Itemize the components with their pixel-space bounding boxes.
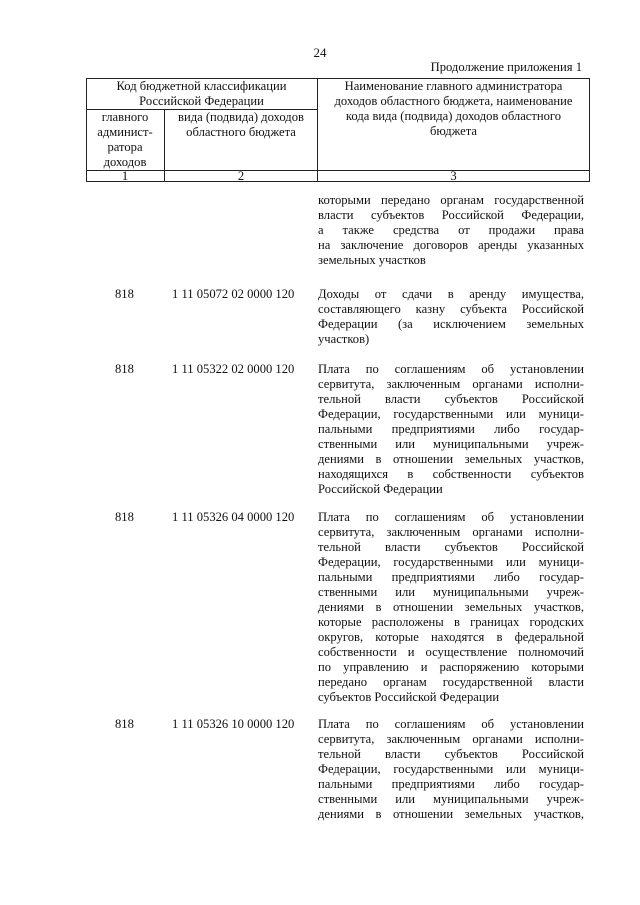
text-line: тельной власти субъектов Российской (318, 747, 584, 761)
text-line: Плата по соглашениям об установлении (318, 510, 584, 524)
col-number-3: 3 (450, 169, 457, 183)
col-number-1: 1 (121, 169, 129, 183)
text-line: Федерации, государственными или муници- (318, 762, 584, 776)
text-line: Федерации (за исключением земельных (318, 317, 584, 331)
text-line: сервитута, заключенным органами исполни- (318, 525, 584, 539)
text-line: на заключение договоров аренды указанных (318, 238, 584, 252)
continuation-text (318, 193, 584, 268)
text-line: находящихся в собственности субъектов (318, 467, 584, 481)
classification-code: 1 11 05322 02 0000 120 (172, 362, 295, 376)
page-number: 24 (313, 45, 327, 60)
classification-code: 1 11 05072 02 0000 120 (172, 287, 295, 301)
text-line: собственности и осуществление полномочий (318, 645, 584, 659)
text-line: пальными предприятиями либо государ- (318, 570, 584, 584)
text-line: пальными предприятиями либо государ- (318, 422, 584, 436)
text-line: Плата по соглашениям об установлении (318, 362, 584, 376)
classification-code: 1 11 05326 04 0000 120 (172, 510, 295, 524)
text-line: которые расположены в границах городских (318, 615, 584, 629)
text-line: составляющего казну субъекта Российской (318, 302, 584, 316)
income-name (318, 362, 584, 497)
text-line: Доходы от сдачи в аренду имущества, (318, 287, 584, 301)
text-line: Российской Федерации (318, 482, 443, 496)
text-line: власти субъектов Российской Федерации, (318, 208, 584, 222)
text-line: ственными или муниципальными учреж- (318, 792, 584, 806)
text-line: Федерации, государственными или муници- (318, 555, 584, 569)
text-line: дениями в отношении земельных участков, (318, 807, 584, 821)
income-name (318, 717, 584, 822)
classification-code: 1 11 05326 10 0000 120 (172, 717, 295, 731)
text-line: тельной власти субъектов Российской (318, 392, 584, 406)
text-line: пальными предприятиями либо государ- (318, 777, 584, 791)
text-line: по управлению и распоряжению которыми (318, 660, 584, 674)
header-border-right (589, 78, 590, 182)
text-line: тельной власти субъектов Российской (318, 540, 584, 554)
header-table (86, 78, 590, 182)
text-line: сервитута, заключенным органами исполни- (318, 377, 584, 391)
text-line: участков) (318, 332, 370, 346)
header-col3-title: Наименование главного администратора доходов областного бюджета, наименование кода вида (подвида) доходов областного бюджета (334, 79, 573, 138)
text-line: ственными или муниципальными учреж- (318, 437, 584, 451)
text-line: сервитута, заключенным органами исполни- (318, 732, 584, 746)
text-line: Плата по соглашениям об установлении (318, 717, 584, 731)
text-line: а также средства от продажи права (318, 223, 584, 237)
text-line: ственными или муниципальными учреж- (318, 585, 584, 599)
text-line: дениями в отношении земельных участков, (318, 600, 584, 614)
income-name (318, 287, 584, 347)
text-line: дениями в отношении земельных участков, (318, 452, 584, 466)
text-line: субъектов Российской Федерации (318, 690, 500, 704)
continuation-label: Продолжение приложения 1 (430, 60, 582, 74)
admin-code: 818 (115, 362, 134, 376)
text-line: передано органам государственной власти (318, 675, 584, 689)
text-line: которыми передано органам государственной (318, 193, 584, 207)
text-line: Федерации, государственными или муници- (318, 407, 584, 421)
admin-code: 818 (115, 287, 134, 301)
admin-code: 818 (115, 510, 134, 524)
admin-code: 818 (115, 717, 134, 731)
text-line: округов, которые находятся в федеральной (318, 630, 584, 644)
text-line: земельных участков (318, 253, 426, 267)
header-col1-title: главного админист- ратора доходов (97, 110, 153, 169)
header-col2-title: вида (подвида) доходов областного бюджета (178, 110, 304, 139)
header-group-title: Код бюджетной классификации Российской Федерации (116, 79, 287, 108)
col-number-2: 2 (237, 169, 245, 183)
income-name (318, 510, 584, 705)
